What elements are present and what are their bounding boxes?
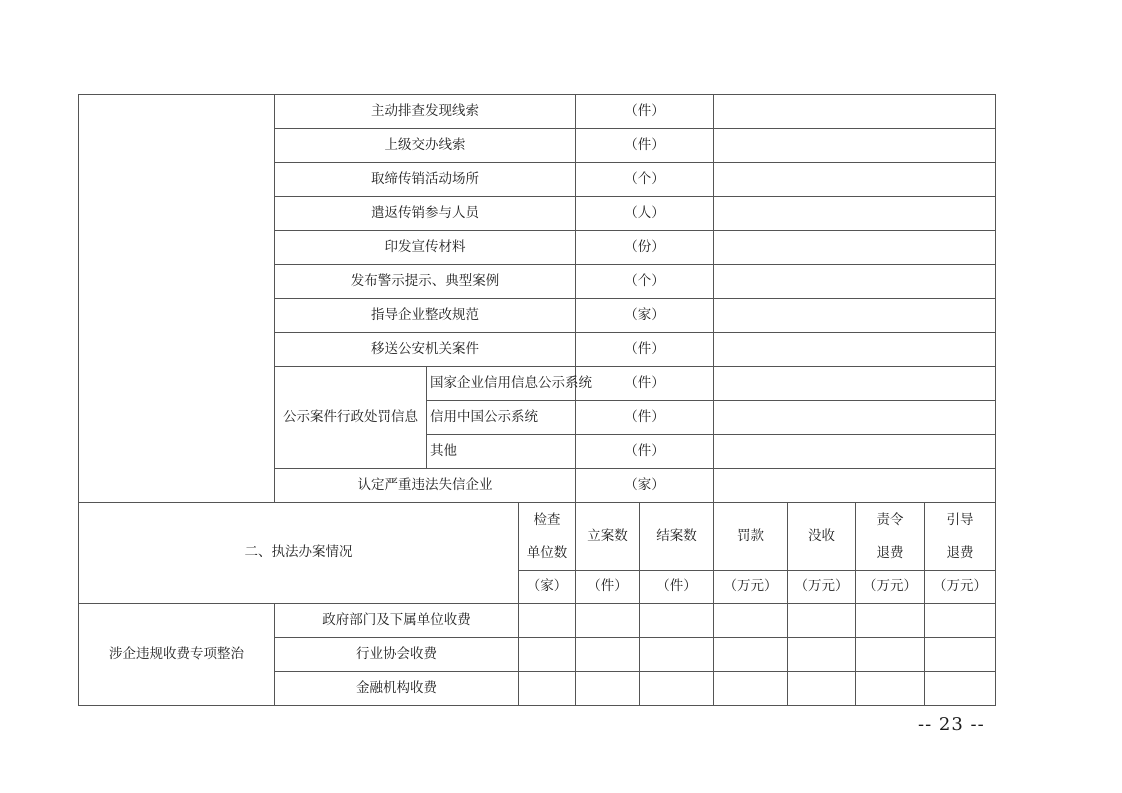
value-cell[interactable]: [640, 638, 714, 672]
row-label: 发布警示提示、典型案例: [275, 265, 576, 299]
value-cell[interactable]: [925, 672, 996, 706]
column-unit: （万元）: [714, 571, 788, 604]
value-cell[interactable]: [640, 604, 714, 638]
column-header-line2: 退费: [876, 544, 904, 561]
value-cell[interactable]: [714, 333, 996, 367]
row-unit: （件）: [576, 333, 714, 367]
value-cell[interactable]: [714, 367, 996, 401]
row-label: 移送公安机关案件: [275, 333, 576, 367]
column-header-line2: 退费: [946, 544, 974, 561]
row-unit: （家）: [576, 299, 714, 333]
value-cell[interactable]: [519, 638, 576, 672]
value-cell[interactable]: [576, 672, 640, 706]
value-cell[interactable]: [856, 638, 925, 672]
value-cell[interactable]: [519, 672, 576, 706]
value-cell[interactable]: [714, 401, 996, 435]
row-unit: （件）: [576, 129, 714, 163]
column-header: [519, 503, 576, 571]
row-label: 行业协会收费: [275, 638, 519, 672]
section3-group-label: 涉企违规收费专项整治: [79, 604, 275, 706]
value-cell[interactable]: [788, 672, 856, 706]
publicity-group-label: 公示案件行政处罚信息: [275, 367, 427, 469]
section1-blank-header-cell: [79, 95, 275, 503]
value-cell[interactable]: [856, 604, 925, 638]
value-cell[interactable]: [788, 604, 856, 638]
value-cell[interactable]: [640, 672, 714, 706]
row-label: 上级交办线索: [275, 129, 576, 163]
row-label: 其他: [427, 435, 576, 469]
row-label: 金融机构收费: [275, 672, 519, 706]
row-label: 印发宣传材料: [275, 231, 576, 265]
row-unit: （人）: [576, 197, 714, 231]
value-cell[interactable]: [714, 197, 996, 231]
value-cell[interactable]: [714, 672, 788, 706]
column-header: [856, 503, 925, 571]
row-unit: （家）: [576, 469, 714, 503]
table-row: [79, 95, 996, 129]
section2-title: 二、执法办案情况: [79, 503, 519, 604]
row-label: 国家企业信用信息公示系统: [427, 367, 576, 401]
row-unit: （个）: [576, 163, 714, 197]
column-header: 没收: [788, 503, 856, 571]
value-cell[interactable]: [714, 469, 996, 503]
row-unit: （个）: [576, 265, 714, 299]
row-label: 主动排查发现线索: [275, 95, 576, 129]
row-label: 信用中国公示系统: [427, 401, 576, 435]
row-label: 遣返传销参与人员: [275, 197, 576, 231]
value-cell[interactable]: [576, 638, 640, 672]
value-cell[interactable]: [925, 638, 996, 672]
column-unit: （件）: [576, 571, 640, 604]
row-unit: （件）: [576, 95, 714, 129]
value-cell[interactable]: [714, 95, 996, 129]
value-cell[interactable]: [856, 672, 925, 706]
value-cell[interactable]: [519, 604, 576, 638]
row-unit: （份）: [576, 231, 714, 265]
section2-header-row: [79, 503, 996, 571]
value-cell[interactable]: [714, 299, 996, 333]
value-cell[interactable]: [714, 638, 788, 672]
statistics-form: [78, 94, 996, 706]
row-unit: （件）: [576, 435, 714, 469]
value-cell[interactable]: [714, 265, 996, 299]
column-unit: （件）: [640, 571, 714, 604]
value-cell[interactable]: [788, 638, 856, 672]
statistics-table: [78, 94, 996, 706]
column-unit: （万元）: [788, 571, 856, 604]
row-unit: （件）: [576, 401, 714, 435]
column-header-line2: 单位数: [526, 544, 568, 561]
row-label: 政府部门及下属单位收费: [275, 604, 519, 638]
value-cell[interactable]: [576, 604, 640, 638]
value-cell[interactable]: [714, 163, 996, 197]
column-header-line1: 检查: [533, 511, 561, 528]
row-label: 认定严重违法失信企业: [275, 469, 576, 503]
row-label: 指导企业整改规范: [275, 299, 576, 333]
column-unit: （万元）: [856, 571, 925, 604]
column-header: [925, 503, 996, 571]
column-header-line1: 责令: [876, 511, 904, 528]
value-cell[interactable]: [714, 231, 996, 265]
column-header: 罚款: [714, 503, 788, 571]
value-cell[interactable]: [714, 435, 996, 469]
column-header: 立案数: [576, 503, 640, 571]
row-label: 取缔传销活动场所: [275, 163, 576, 197]
value-cell[interactable]: [925, 604, 996, 638]
value-cell[interactable]: [714, 604, 788, 638]
value-cell[interactable]: [714, 129, 996, 163]
column-unit: （家）: [519, 571, 576, 604]
page-number: -- 23 --: [918, 714, 985, 735]
table-row: [79, 604, 996, 638]
column-header-line1: 引导: [946, 511, 974, 528]
column-header: 结案数: [640, 503, 714, 571]
column-unit: （万元）: [925, 571, 996, 604]
row-unit: （件）: [576, 367, 714, 401]
